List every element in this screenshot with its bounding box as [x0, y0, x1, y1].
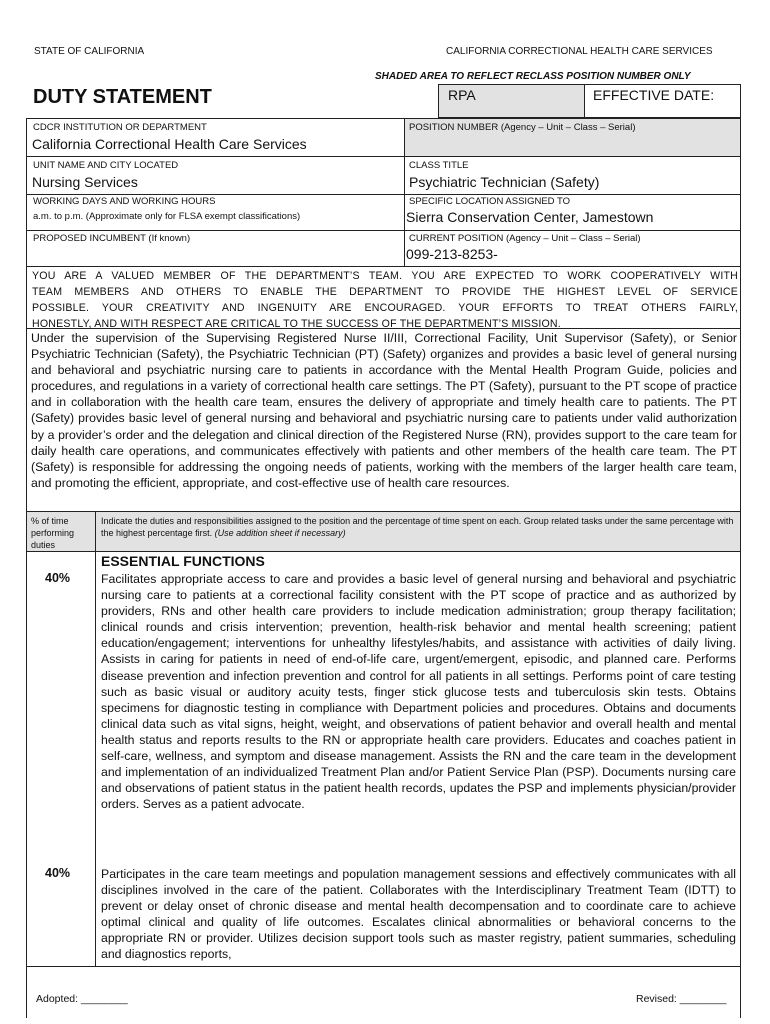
- rpa-label: RPA: [448, 87, 476, 103]
- duty-percent: 40%: [45, 866, 71, 880]
- location-field[interactable]: Sierra Conservation Center, Jamestown: [406, 209, 654, 225]
- intro-line: POSSIBLE. YOUR CREATIVITY AND INGENUITY ARE ENCOURAGED. YOUR EFFORTS TO TREAT OTHERS FAIRLY,: [32, 302, 738, 314]
- rpa-box[interactable]: [438, 84, 585, 118]
- class-title-label: CLASS TITLE: [409, 160, 469, 171]
- section-title: ESSENTIAL FUNCTIONS: [101, 553, 265, 569]
- state-label: STATE OF CALIFORNIA: [34, 46, 145, 57]
- pct-column-header: % of time performing duties: [31, 516, 75, 550]
- incumbent-field[interactable]: [30, 246, 400, 264]
- institution-field[interactable]: California Correctional Health Care Services: [32, 136, 307, 152]
- revised-label: Revised: ________: [636, 993, 727, 1005]
- agency-label: CALIFORNIA CORRECTIONAL HEALTH CARE SERVICES: [446, 46, 713, 57]
- position-number-label: POSITION NUMBER (Agency – Unit – Class – Serial): [409, 122, 636, 133]
- institution-label: CDCR INSTITUTION OR DEPARTMENT: [33, 122, 207, 133]
- intro-line: HONESTLY, AND WITH RESPECT ARE CRITICAL TO THE SUCCESS OF THE DEPARTMENT’S MISSION.: [32, 318, 561, 330]
- shade-note: SHADED AREA TO REFLECT RECLASS POSITION NUMBER ONLY: [375, 71, 691, 82]
- current-position-field[interactable]: 099-213-8253-: [406, 246, 498, 262]
- current-position-label: CURRENT POSITION (Agency – Unit – Class – Serial): [409, 233, 641, 244]
- class-title-field[interactable]: Psychiatric Technician (Safety): [409, 174, 600, 190]
- incumbent-label: PROPOSED INCUMBENT (If known): [33, 233, 191, 244]
- duty-text: Facilitates appropriate access to care and provides a basic level of general nursing and behavioral and psychiatric nursing care to patients at a correctional facility consistent with the PT scope of practice and as authorized by providers, RNs and other health care providers to include medication administration; group therapy facilitation; clinical rounds and crisis intervention; prevention, health-risk behavior and mental health screening; patient education/engagement; interventions for unhealthy lifestyles/habits, and assistance with activities of daily living. Assists in caring for patients in need of end-of-life care, urgent/emergent, episodic, and planned care. Performs disease prevention and infection prevention and control for all patients in all settings. Performs point of care testing such as basic visual or auditory acuity tests, finger stick glucose tests and tuberculosis skin tests. Obtains specimens for diagnostic testing in compliance with Department policies and procedures. Obtains and documents clinical data such as vital signs, height, weight, and observations of patient behavior and overall health and mental health status and reports results to the RN or appropriate health care providers. Educates and coaches patient in self-care, wellness, and symptom and disease management. Assists the RN and the care team in the development and implementation of an individualized Treatment Plan and/or Patient Service Plan (PSP). Documents nursing care and observations of patient status in the patient health records, updates the PSP and implements physician/provider orders. Serves as a patient advocate.: [101, 572, 736, 812]
- page-title: DUTY STATEMENT: [33, 86, 212, 108]
- intro-line: TEAM MEMBERS AND OTHERS TO ENABLE THE DEPARTMENT TO PROVIDE THE HIGHEST LEVEL OF SERVICE: [32, 286, 738, 298]
- position-number-field[interactable]: [406, 134, 736, 154]
- location-label: SPECIFIC LOCATION ASSIGNED TO: [409, 196, 571, 207]
- hours-field[interactable]: a.m. to p.m. (Approximate only for FLSA exempt classifications): [33, 211, 301, 222]
- adopted-label: Adopted: ________: [36, 993, 128, 1005]
- duty-text: Participates in the care team meetings and population management sessions and effectively communicates with all disciplines involved in the care of the patient. Collaborates with the Interdisciplinary Treatment Team (IDTT) to prevent or delay onset of chronic disease and mental health decompensation and to coordinate care to achieve optimal clinical and quality of life outcomes. Escalates clinical abnormalities or behavioral concerns to the appropriate RN or provider. Utilizes decision support tools such as master registry, patient summaries, scheduling and diagnostics reports,: [101, 867, 736, 962]
- duty-percent: 40%: [45, 571, 71, 585]
- effective-date-box[interactable]: [584, 84, 741, 118]
- intro-line: YOU ARE A VALUED MEMBER OF THE DEPARTMENT’S TEAM. YOU ARE EXPECTED TO WORK COOPERATIVELY WITH: [32, 270, 738, 282]
- duties-instructions: [101, 515, 737, 539]
- intro-text: [32, 268, 738, 332]
- effective-date-label: EFFECTIVE DATE:: [593, 87, 715, 103]
- position-summary: Under the supervision of the Supervising Registered Nurse II/III, Correctional Facility, Unit Supervisor (Safety), or Senior Psychiatric Technician (Safety), the Psychiatric Technician (PT) (Safety) organizes and provides a basic level of general nursing and behavioral and psychiatric nursing care to patients in accordance with the Mental Health Program Guide, policies and procedures, and regulations in a variety of correctional health care settings. The PT (Safety), pursuant to the PT scope of practice and in collaboration with the health care team, ensures the delivery of appropriate and timely health care to patients. The PT (Safety) provides basic level of general nursing and behavioral and psychiatric nursing care to patients under valid authorization by a provider’s order and the delegation and clinical direction of the Registered Nurse (RN), provides support to the care team for daily health care operations, and communicates effectively with patients and other members of the health care team. The PT (Safety) is responsible for addressing the ongoing needs of patients, working with the members of the larger health care team, and promoting the efficient, appropriate, and cost-effective use of health care resources.: [31, 331, 737, 490]
- unit-field[interactable]: Nursing Services: [32, 174, 138, 190]
- hours-label: WORKING DAYS AND WORKING HOURS: [33, 196, 216, 207]
- instructions-italic: (Use addition sheet if necessary): [214, 528, 346, 538]
- instructions-text: Indicate the duties and responsibilities assigned to the position and the percentage of time spent on each. Group related tasks under the same percentage with the highest percentage first.: [101, 516, 734, 538]
- unit-label: UNIT NAME AND CITY LOCATED: [33, 160, 179, 171]
